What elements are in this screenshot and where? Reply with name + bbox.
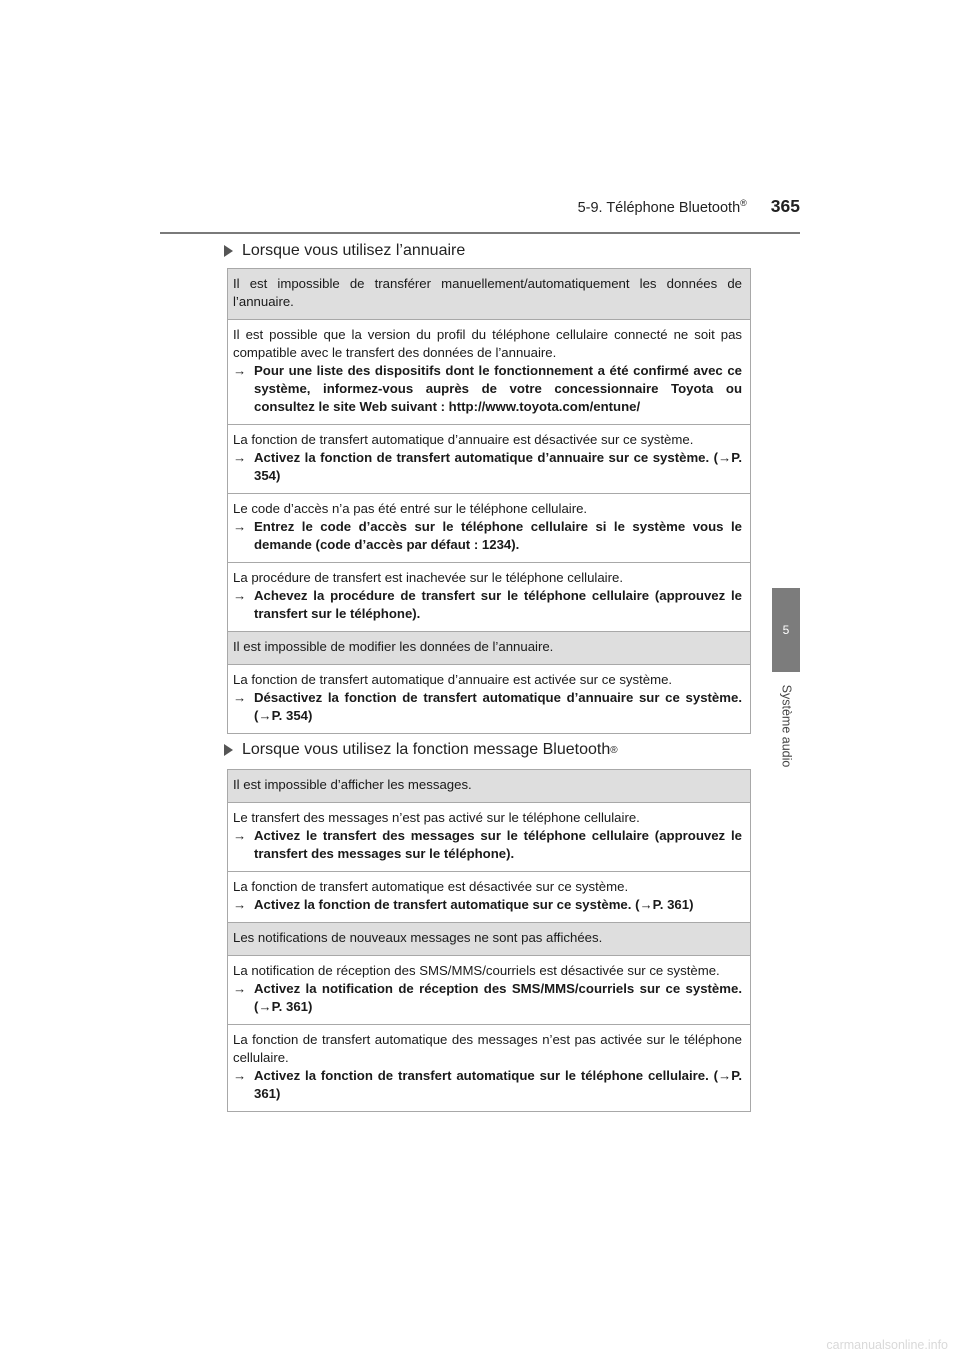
remedy-item xyxy=(233,449,742,485)
cause-text: Il est possible que la version du profil du téléphone cellulaire connecté ne soit pas compatible avec le transfert des données de l’annuaire. xyxy=(233,327,742,360)
solution-row xyxy=(228,872,750,923)
solution-row xyxy=(228,803,750,872)
remedy-item xyxy=(233,587,742,623)
triangle-bullet-icon xyxy=(224,245,233,257)
section-title: 5-9. Téléphone Bluetooth® xyxy=(577,198,747,216)
arrow-right-icon: → xyxy=(233,1068,247,1083)
problem-row: Les notifications de nouveaux messages ne sont pas affichées. xyxy=(228,923,750,956)
remedy-item xyxy=(233,518,742,554)
remedy-text: Activez la fonction de transfert automatique sur ce système. (→P. 361) xyxy=(254,897,694,912)
problem-row: Il est impossible d’afficher les messages. xyxy=(228,770,750,803)
arrow-right-icon: → xyxy=(233,981,247,996)
remedy-text: Achevez la procédure de transfert sur le téléphone cellulaire (approuvez le transfert sur le téléphone). xyxy=(254,588,742,621)
cause-text: Le code d’accès n’a pas été entré sur le téléphone cellulaire. xyxy=(233,501,588,516)
solution-row xyxy=(228,563,750,632)
remedy-item xyxy=(233,896,742,914)
chapter-tab-number: 5 xyxy=(772,588,800,672)
troubleshooting-table-annuaire xyxy=(227,268,751,734)
chapter-tab-label: Système audio xyxy=(779,684,793,768)
remedy-text: Désactivez la fonction de transfert automatique d’annuaire sur ce système. (→P. 354) xyxy=(254,690,742,723)
remedy-text: Activez la fonction de transfert automatique d’annuaire sur ce système. (→P. 354) xyxy=(254,450,742,483)
solution-row xyxy=(228,956,750,1025)
remedy-item xyxy=(233,827,742,863)
solution-row xyxy=(228,425,750,494)
page-header xyxy=(0,196,800,217)
arrow-right-icon: → xyxy=(233,897,247,912)
remedy-item xyxy=(233,1067,742,1103)
remedy-text: Activez la notification de réception des SMS/MMS/courriels sur ce système. (→P. 361) xyxy=(254,981,742,1014)
watermark: carmanualsonline.info xyxy=(826,1338,948,1352)
remedy-text: Pour une liste des dispositifs dont le fonctionnement a été confirmé avec ce système, informez-vous auprès de votre concessionnaire Toyota ou consultez le site Web suivant : http://www.toyota.com/entune/ xyxy=(254,363,742,414)
remedy-text: Activez le transfert des messages sur le téléphone cellulaire (approuvez le transfert des messages sur le téléphone). xyxy=(254,828,742,861)
cause-text: La fonction de transfert automatique est désactivée sur ce système. xyxy=(233,879,629,894)
solution-row xyxy=(228,1025,750,1112)
solution-row xyxy=(228,494,750,563)
arrow-right-icon: → xyxy=(233,588,247,603)
remedy-item xyxy=(233,980,742,1016)
arrow-right-icon: → xyxy=(233,690,247,705)
cause-text: La fonction de transfert automatique d’annuaire est désactivée sur ce système. xyxy=(233,432,694,447)
remedy-item xyxy=(233,362,742,416)
arrow-right-icon: → xyxy=(233,519,247,534)
troubleshooting-table-messages xyxy=(227,769,751,1112)
subheading-annuaire: Lorsque vous utilisez l’annuaire xyxy=(224,242,465,260)
triangle-bullet-icon xyxy=(224,744,233,756)
header-divider xyxy=(160,232,800,234)
arrow-right-icon: → xyxy=(233,828,247,843)
cause-text: La fonction de transfert automatique des messages n’est pas activée sur le téléphone cellulaire. xyxy=(233,1032,742,1065)
subheading-messages: Lorsque vous utilisez la fonction message Bluetooth ® xyxy=(224,741,618,759)
solution-row xyxy=(228,665,750,734)
page-number: 365 xyxy=(770,196,800,216)
solution-row xyxy=(228,320,750,425)
remedy-text: Activez la fonction de transfert automatique sur le téléphone cellulaire. (→P. 361) xyxy=(254,1068,742,1101)
cause-text: La notification de réception des SMS/MMS/courriels est désactivée sur ce système. xyxy=(233,963,720,978)
cause-text: La fonction de transfert automatique d’annuaire est activée sur ce système. xyxy=(233,672,673,687)
remedy-item xyxy=(233,689,742,725)
cause-text: La procédure de transfert est inachevée sur le téléphone cellulaire. xyxy=(233,570,624,585)
arrow-right-icon: → xyxy=(233,363,247,378)
problem-row: Il est impossible de modifier les données de l’annuaire. xyxy=(228,632,750,665)
remedy-text: Entrez le code d’accès sur le téléphone cellulaire si le système vous le demande (code d’accès par défaut : 1234). xyxy=(254,519,742,552)
problem-row: Il est impossible de transférer manuellement/automatiquement les données de l’annuaire. xyxy=(228,269,750,320)
cause-text: Le transfert des messages n’est pas activé sur le téléphone cellulaire. xyxy=(233,810,640,825)
arrow-right-icon: → xyxy=(233,450,247,465)
